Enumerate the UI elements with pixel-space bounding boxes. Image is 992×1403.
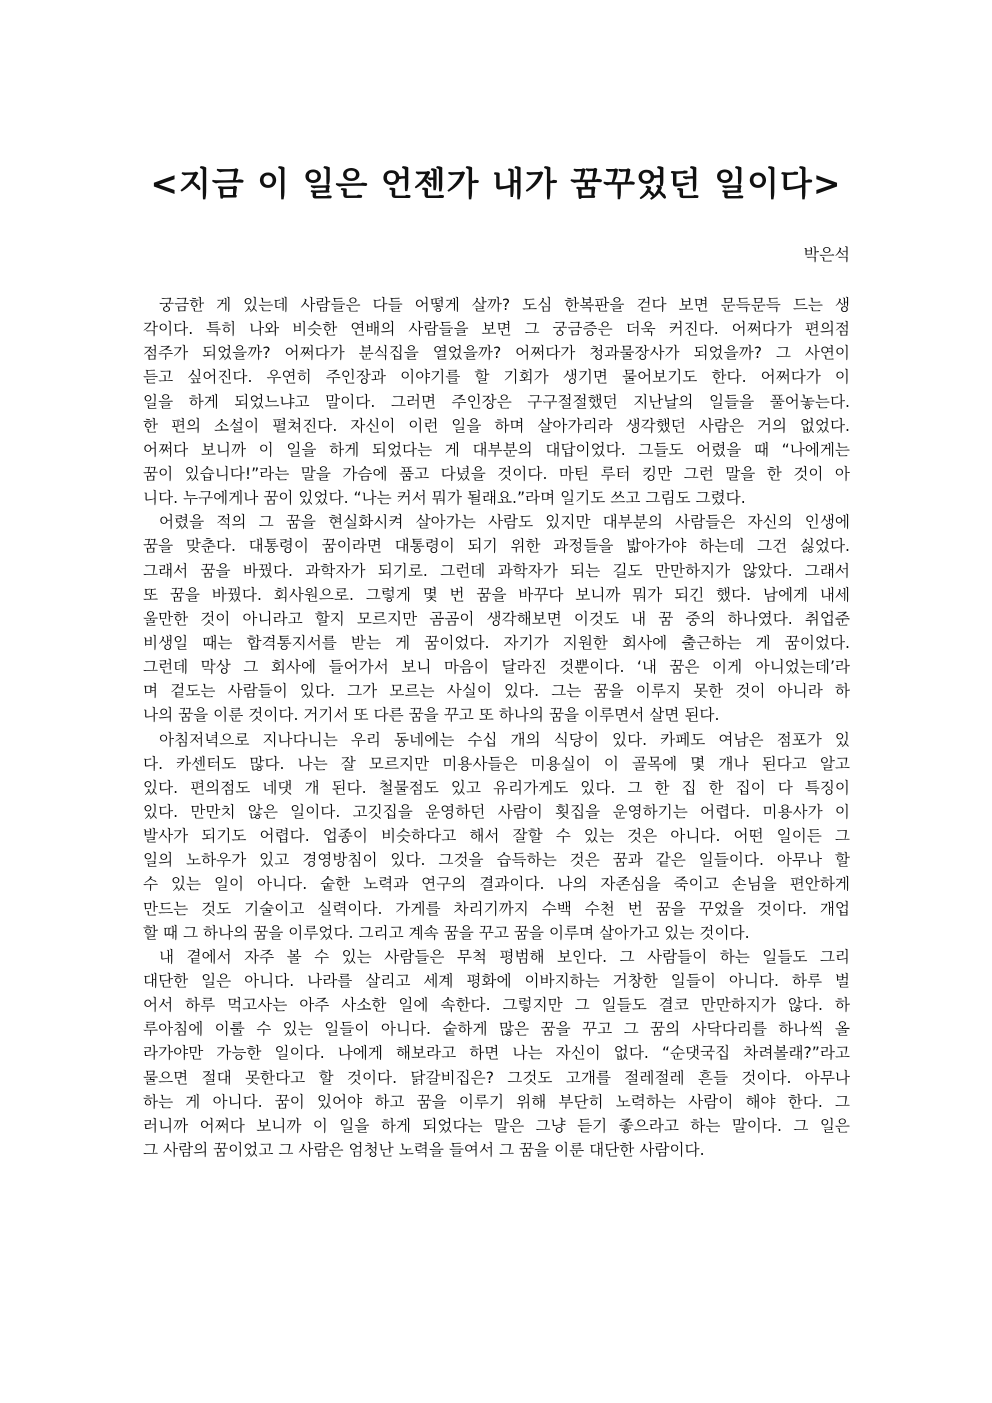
- text-line: 라가야만 가능한 일이다. 나에게 해보라고 하면 나는 자신이 없다. “순댓국집 차려볼래?”라고: [143, 1044, 850, 1063]
- text-line: 물으면 절대 못한다고 할 것이다. 닭갈비집은? 그것도 고개를 절레절레 흔들 것이다. 아무나: [143, 1068, 850, 1087]
- text-line: 나의 꿈을 이룬 것이다. 거기서 또 다른 꿈을 꾸고 또 하나의 꿈을 이루면서 살면 된다.: [143, 706, 720, 725]
- text-line: 또 꿈을 바꿨다. 회사원으로. 그렇게 몇 번 꿈을 바꾸다 보니까 뭐가 되긴 했다. 남에게 내세: [143, 585, 850, 604]
- paragraph: [143, 945, 850, 1162]
- paragraph: [143, 293, 850, 510]
- text-line: 만드는 것도 기술이고 실력이다. 가게를 차리기까지 수백 수천 번 꿈을 꾸었을 것이다. 개업: [143, 899, 850, 918]
- text-line: 하는 게 아니다. 꿈이 있어야 하고 꿈을 이루기 위해 부단히 노력하는 사람이 해야 한다. 그: [143, 1092, 850, 1111]
- text-line: 그런데 막상 그 회사에 들어가서 보니 마음이 달라진 것뿐이다. ‘내 꿈은 이게 아니었는데’라: [143, 658, 850, 677]
- text-line: 수 있는 일이 아니다. 숱한 노력과 연구의 결과이다. 나의 자존심을 죽이고 손님을 편안하게: [143, 875, 850, 894]
- text-line: 일의 노하우가 있고 경영방침이 있다. 그것을 습득하는 것은 꿈과 같은 일들이다. 아무나 할: [143, 851, 850, 870]
- text-line: 한 편의 소설이 펼쳐진다. 자신이 이런 일을 하며 살아가리라 생각했던 사람은 거의 없었다.: [143, 416, 850, 435]
- text-line: 울만한 것이 아니라고 할지 모르지만 곰곰이 생각해보면 이것도 내 꿈 중의 하나였다. 취업준: [143, 609, 850, 628]
- text-line: 비생일 때는 합격통지서를 받는 게 꿈이었다. 자기가 지원한 회사에 출근하는 게 꿈이었다.: [143, 633, 850, 652]
- paragraph: [143, 510, 850, 727]
- text-line: 있다. 만만치 않은 일이다. 고깃집을 운영하던 사람이 횟집을 운영하기는 어렵다. 미용사가 이: [143, 802, 850, 821]
- text-line: 발사가 되기도 어렵다. 업종이 비슷하다고 해서 잘할 수 있는 것은 아니다. 어떤 일이든 그: [143, 827, 850, 846]
- text-line: 각이다. 특히 나와 비슷한 연배의 사람들을 보면 그 궁금증은 더욱 커진다. 어쩌다가 편의점: [143, 320, 850, 339]
- text-line: 꿈을 맞춘다. 대통령이 꿈이라면 대통령이 되기 위한 과정들을 밟아가야 하는데 그건 싫었다.: [143, 537, 850, 556]
- text-line: 루아침에 이룰 수 있는 일들이 아니다. 숱하게 많은 꿈을 꾸고 그 꿈의 사닥다리를 하나씩 올: [143, 1020, 850, 1039]
- text-line: 그 사람의 꿈이었고 그 사람은 엄청난 노력을 들여서 그 꿈을 이룬 대단한 사람이다.: [143, 1140, 705, 1159]
- text-line: 점주가 되었을까? 어쩌다가 분식집을 열었을까? 어쩌다가 청과물장사가 되었을까? 그 사연이: [143, 344, 850, 363]
- text-line: 듣고 싶어진다. 우연히 주인장과 이야기를 할 기회가 생기면 물어보기도 한다. 어쩌다가 이: [143, 368, 850, 387]
- document-body: [143, 293, 850, 1162]
- text-line: 내 곁에서 자주 볼 수 있는 사람들은 무척 평범해 보인다. 그 사람들이 하는 일들도 그리: [159, 947, 850, 966]
- text-line: 어서 하루 먹고사는 아주 사소한 일에 속한다. 그렇지만 그 일들도 결코 만만하지가 않다. 하: [143, 996, 850, 1015]
- text-line: 꿈이 있습니다!”라는 말을 가슴에 품고 다녔을 것이다. 마틴 루터 킹만 그런 말을 한 것이 아: [143, 464, 850, 483]
- text-line: 어렸을 적의 그 꿈을 현실화시켜 살아가는 사람도 있지만 대부분의 사람들은 자신의 인생에: [159, 513, 850, 532]
- text-line: 다. 카센터도 많다. 나는 잘 모르지만 미용사들은 미용실이 이 골목에 몇 개나 된다고 알고: [143, 754, 850, 773]
- text-line: 일을 하게 되었느냐고 말이다. 그러면 주인장은 구구절절했던 지난날의 일들을 풀어놓는다.: [143, 392, 850, 411]
- text-line: 있다. 편의점도 네댓 개 된다. 철물점도 있고 유리가게도 있다. 그 한 집 한 집이 다 특징이: [143, 778, 850, 797]
- text-line: 그래서 꿈을 바꿨다. 과학자가 되기로. 그런데 과학자가 되는 길도 만만하지가 않았다. 그래서: [143, 561, 850, 580]
- text-line: 러니까 어쩌다 보니까 이 일을 하게 되었다는 말은 그냥 듣기 좋으라고 하는 말이다. 그 일은: [143, 1116, 850, 1135]
- document-title: <지금 이 일은 언젠가 내가 꿈꾸었던 일이다>: [150, 164, 842, 203]
- text-line: 할 때 그 하나의 꿈을 이루었다. 그리고 계속 꿈을 꾸고 꿈을 이루며 살아가고 있는 것이다.: [143, 923, 750, 942]
- text-line: 어쩌다 보니까 이 일을 하게 되었다는 게 대부분의 대답이었다. 그들도 어렸을 때 “나에게는: [143, 440, 850, 459]
- paragraph: [143, 728, 850, 945]
- text-line: 궁금한 게 있는데 사람들은 다들 어떻게 살까? 도심 한복판을 걷다 보면 문득문득 드는 생: [159, 296, 850, 314]
- text-line: 니다. 누구에게나 꿈이 있었다. “나는 커서 뭐가 될래요.”라며 일기도 쓰고 그림도 그렸다.: [143, 489, 746, 508]
- author-name: 박은석: [803, 245, 850, 264]
- text-line: 대단한 일은 아니다. 나라를 살리고 세계 평화에 이바지하는 거창한 일들이 아니다. 하루 벌: [143, 971, 850, 990]
- text-line: 아침저녁으로 지나다니는 우리 동네에는 수십 개의 식당이 있다. 카페도 여남은 점포가 있: [159, 730, 850, 749]
- text-line: 며 겉도는 사람들이 있다. 그가 모르는 사실이 있다. 그는 꿈을 이루지 못한 것이 아니라 하: [143, 682, 850, 701]
